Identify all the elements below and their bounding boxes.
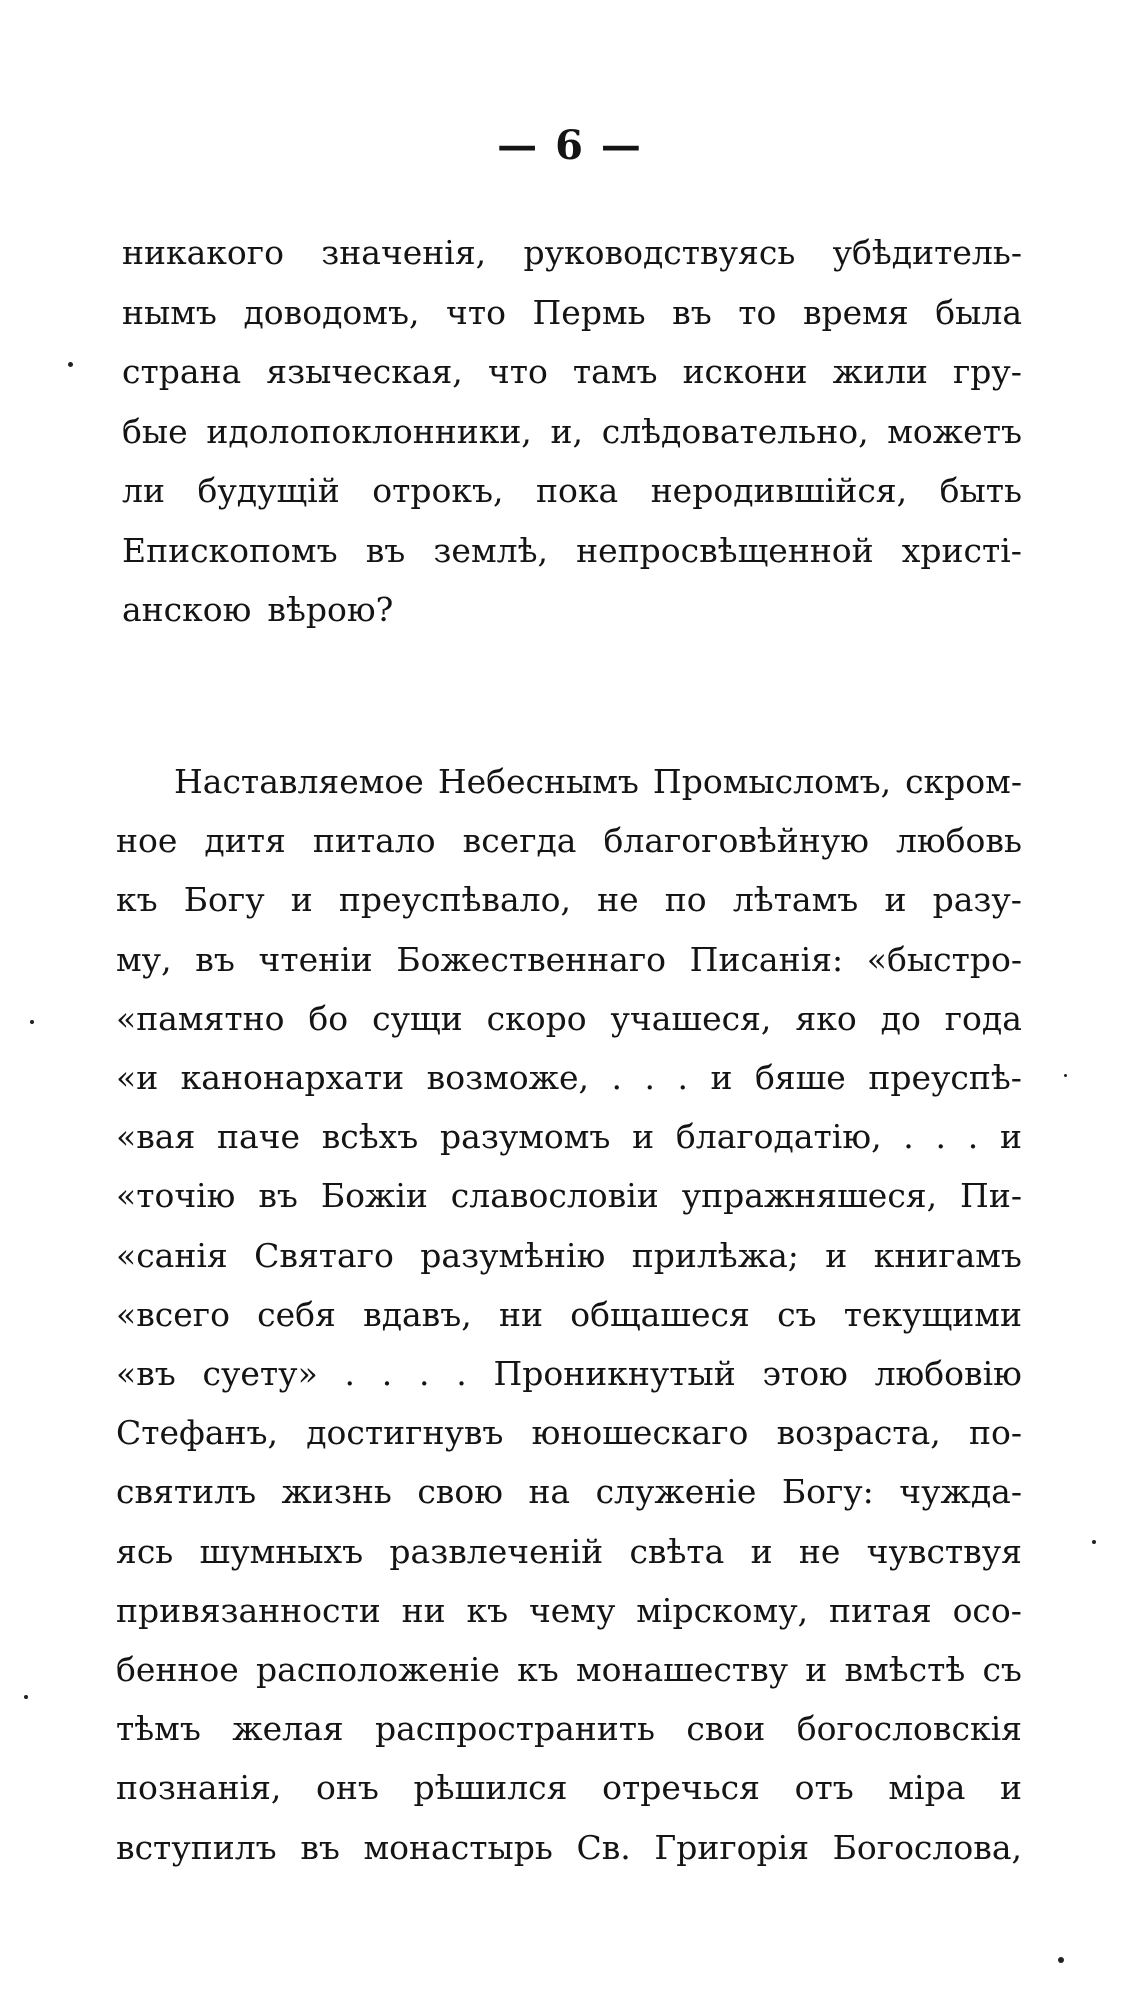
text-line: привязанности ни къ чему мірскому, питая осо- [116,1590,1022,1630]
print-speck [24,1695,28,1699]
print-speck [1064,1074,1067,1077]
text-line: страна языческая, что тамъ искони жили гру- [122,352,1022,391]
text-line: «санія Святаго разумѣнію прилѣжа; и книгамъ [116,1235,1022,1275]
text-line: му, въ чтеніи Божественнаго Писанія: «быстро- [116,939,1022,979]
text-line: никакого значенія, руководствуясь убѣдитель- [122,233,1022,272]
text-line: быe идолопоклонники, и, слѣдовательно, можетъ [122,411,1022,451]
text-line: Епископомъ въ землѣ, непросвѣщенной христі- [122,530,1022,570]
text-line: ли будущій отрокъ, пока неродившійся, быть [122,471,1022,510]
page-number: — 6 — [497,122,643,169]
text-line: вступилъ въ монастырь Св. Григорія Богослова, [116,1827,1022,1867]
text-line: «памятно бо сущи скоро учашеся, яко до года [116,998,1022,1038]
text-line: ное дитя питало всегда благоговѣйную любовь [116,821,1022,861]
text-line: Наставляемое Небеснымъ Промысломъ, скром- [174,762,1022,801]
print-speck [68,362,73,367]
print-speck [30,1020,34,1024]
text-line: «вая паче всѣхъ разумомъ и благодатію, . . . и [116,1117,1022,1157]
text-line: святилъ жизнь свою на служеніе Богу: чужда- [116,1472,1022,1512]
text-line: «точію въ Божіи славословіи упражняшеся, Пи- [116,1176,1022,1216]
text-line: анскою вѣрою? [122,590,394,629]
text-line: «всего себя вдавъ, ни общашеся съ текущими [116,1294,1022,1334]
text-line: Стефанъ, достигнувъ юношескаго возраста, по- [116,1413,1022,1453]
text-line: къ Богу и преуспѣвало, не по лѣтамъ и разу- [116,880,1022,920]
text-line: познанія, онъ рѣшился отречься отъ міра и [116,1768,1022,1808]
text-line: тѣмъ желая распространить свои богословскія [116,1709,1022,1749]
text-line: нымъ доводомъ, что Пермь въ то время была [122,292,1022,332]
print-speck [1058,1957,1064,1963]
text-line: бенное расположеніе къ монашеству и вмѣстѣ съ [116,1650,1022,1689]
print-speck [1092,1540,1096,1544]
text-line: ясь шумныхъ развлеченій свѣта и не чувствуя [116,1531,1022,1571]
text-line: «и канонархати возможе, . . . и бяше преуспѣ- [116,1058,1022,1097]
text-line: «въ суету» . . . . Проникнутый этою любовію [116,1354,1022,1393]
